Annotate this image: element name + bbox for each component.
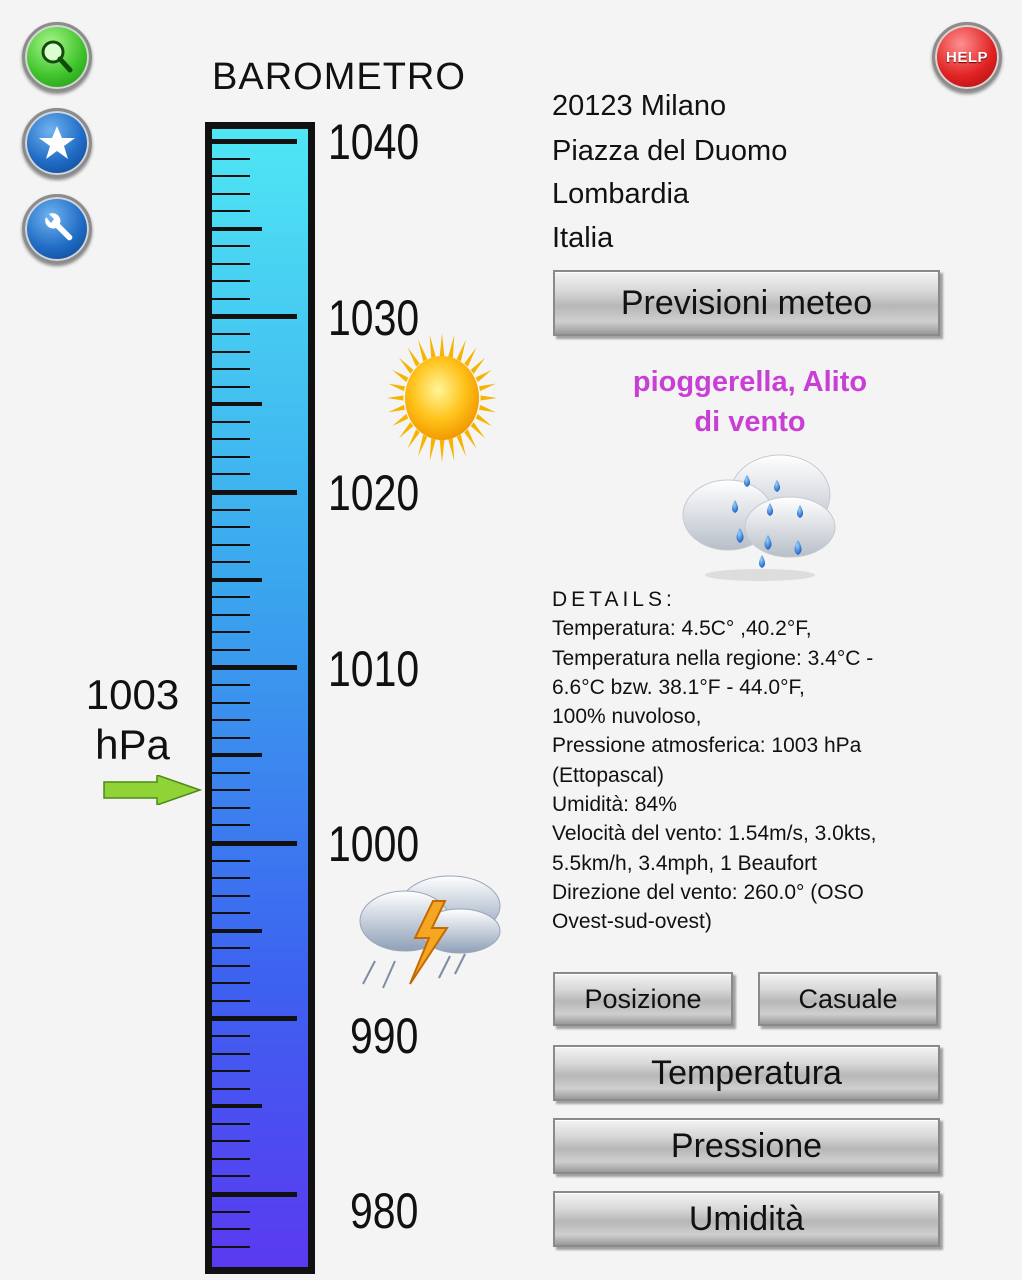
scale-tick — [212, 1192, 297, 1197]
scale-tick — [212, 1088, 250, 1090]
scale-tick — [212, 280, 250, 282]
scale-tick — [212, 789, 250, 791]
pressure-unit: hPa — [95, 721, 170, 768]
scale-tick — [212, 912, 250, 914]
details-line: 6.6°C bzw. 38.1°F - 44.0°F, — [552, 675, 805, 699]
storm-cloud-icon — [355, 866, 510, 996]
details-line: Pressione atmosferica: 1003 hPa — [552, 734, 862, 758]
details-line: 100% nuvoloso, — [552, 705, 702, 729]
sun-ray — [399, 422, 413, 438]
sun-ray — [476, 414, 492, 426]
sun-ray — [388, 405, 405, 413]
scale-label: 1030 — [328, 289, 420, 346]
scale-tick — [212, 490, 297, 495]
page-title: BAROMETRO — [212, 56, 466, 98]
sun-ray — [392, 414, 408, 426]
scale-tick — [212, 421, 250, 423]
rain-cloud-icon — [680, 445, 840, 585]
pressure-button[interactable] — [553, 1118, 940, 1174]
sun-ray — [430, 438, 436, 461]
scale-tick — [212, 333, 250, 335]
weather-details — [552, 585, 972, 937]
scale-tick — [212, 947, 250, 949]
temperature-button-label: Temperatura — [651, 1053, 842, 1092]
scale-tick — [212, 351, 250, 353]
temperature-button[interactable] — [553, 1045, 940, 1101]
scale-label: 1040 — [328, 114, 420, 170]
scale-tick — [212, 158, 250, 160]
humidity-button[interactable] — [553, 1191, 940, 1247]
scale-tick — [212, 368, 250, 370]
pressure-reading — [70, 670, 195, 770]
scale-tick — [212, 1175, 250, 1177]
sun-ray — [440, 333, 445, 356]
scale-tick — [212, 965, 250, 967]
help-button[interactable] — [932, 22, 1002, 92]
weather-description-line-1: pioggerella, Alito — [632, 366, 868, 398]
scale-tick — [212, 227, 262, 231]
sun-ray — [471, 358, 485, 374]
details-line: Velocità del vento: 1.54m/s, 3.0kts, — [552, 822, 877, 846]
scale-tick — [212, 1104, 262, 1108]
scale-tick — [212, 807, 250, 809]
sun-ray — [408, 347, 420, 366]
scale-tick — [212, 438, 250, 440]
humidity-button-label: Umidità — [688, 1199, 805, 1238]
sun-ray — [476, 370, 492, 382]
scale-tick — [212, 895, 250, 897]
pressure-pointer-arrow-icon — [102, 775, 202, 805]
scale-tick — [212, 860, 250, 862]
scale-tick — [212, 561, 250, 563]
random-button-label: Casuale — [798, 983, 898, 1014]
help-label: HELP — [945, 48, 988, 66]
sun-ray — [471, 422, 485, 438]
scale-tick — [212, 982, 250, 984]
sun-ray — [448, 335, 454, 358]
weather-description-line-2: di vento — [694, 406, 806, 438]
scale-tick — [212, 702, 250, 704]
scale-tick — [212, 684, 250, 686]
random-button[interactable] — [758, 972, 938, 1026]
settings-button[interactable] — [22, 194, 92, 264]
location-postal-city: 20123 Milano — [552, 90, 727, 122]
forecast-button-label: Previsioni meteo — [620, 283, 873, 322]
search-icon — [37, 37, 77, 77]
scale-tick — [212, 665, 297, 670]
scale-tick — [212, 596, 250, 598]
scale-tick — [212, 139, 297, 144]
sun-ray — [479, 384, 496, 392]
sun-ray — [448, 438, 454, 461]
scale-tick — [212, 1000, 250, 1002]
scale-tick — [212, 1140, 250, 1142]
scale-label: 990 — [350, 1007, 419, 1064]
scale-tick — [212, 473, 250, 475]
favorites-button[interactable] — [22, 108, 92, 178]
details-line: Ovest-sud-ovest) — [552, 910, 712, 934]
scale-tick — [212, 877, 250, 879]
scale-tick — [212, 314, 297, 319]
position-button-label: Posizione — [584, 983, 702, 1014]
location-country: Italia — [552, 222, 614, 254]
scale-tick — [212, 631, 250, 633]
sun-ray — [464, 347, 476, 366]
sun-ray — [479, 405, 496, 413]
sun-ray — [399, 358, 413, 374]
search-button[interactable] — [22, 22, 92, 92]
star-icon — [37, 123, 77, 163]
details-line: (Ettopascal) — [552, 763, 665, 787]
scale-tick — [212, 719, 250, 721]
details-line: Temperatura nella regione: 3.4°C - — [552, 646, 874, 670]
scale-label: 980 — [350, 1183, 419, 1239]
scale-tick — [212, 193, 250, 195]
scale-tick — [212, 737, 250, 739]
sun-ray — [387, 395, 404, 400]
scale-label: 1020 — [328, 465, 420, 521]
scale-tick — [212, 456, 250, 458]
sun-ray — [440, 440, 445, 463]
sun-ray — [430, 335, 436, 358]
scale-tick — [212, 245, 250, 247]
details-line: Temperatura: 4.5C° ,40.2°F, — [552, 617, 812, 641]
sun-ray — [457, 435, 466, 457]
sun-ray — [418, 435, 427, 457]
scale-tick — [212, 1123, 250, 1125]
details-line: Umidità: 84% — [552, 793, 677, 817]
pressure-value: 1003 — [85, 671, 180, 718]
weather-description — [560, 362, 940, 442]
sun-ray — [481, 395, 498, 400]
scale-tick — [212, 526, 250, 528]
location-region: Lombardia — [552, 178, 690, 210]
scale-tick — [212, 298, 250, 300]
details-line: 5.5km/h, 3.4mph, 1 Beaufort — [552, 851, 817, 875]
pressure-button-label: Pressione — [670, 1126, 823, 1165]
scale-tick — [212, 175, 250, 177]
scale-tick — [212, 386, 250, 388]
scale-tick — [212, 1016, 297, 1021]
sun-ray — [457, 340, 466, 362]
sun-icon — [383, 330, 501, 466]
scale-tick — [212, 929, 262, 933]
scale-tick — [212, 578, 262, 582]
sun-ray — [408, 429, 420, 448]
details-header: DETAILS: — [552, 588, 676, 611]
scale-label: 1010 — [328, 640, 420, 697]
scale-tick — [212, 614, 250, 616]
sun-ray — [392, 370, 408, 382]
scale-tick — [212, 772, 250, 774]
scale-tick — [212, 509, 250, 511]
details-line: Direzione del vento: 260.0° (OSO — [552, 880, 864, 904]
forecast-button[interactable] — [553, 270, 940, 336]
scale-tick — [212, 210, 250, 212]
sun-ray — [464, 429, 476, 448]
wrench-icon — [36, 208, 78, 250]
sun-ray — [388, 384, 405, 392]
scale-tick — [212, 1228, 250, 1230]
scale-tick — [212, 1053, 250, 1055]
scale-tick — [212, 544, 250, 546]
scale-label: 1000 — [328, 816, 420, 872]
sun-ray — [418, 340, 427, 362]
scale-tick — [212, 1070, 250, 1072]
scale-tick — [212, 402, 262, 406]
scale-tick — [212, 263, 250, 265]
scale-tick — [212, 1211, 250, 1213]
scale-tick — [212, 841, 297, 846]
scale-tick — [212, 1246, 250, 1248]
location-street: Piazza del Duomo — [552, 135, 788, 167]
barometer-scale — [205, 122, 315, 1274]
scale-tick — [212, 753, 262, 757]
scale-tick — [212, 1035, 250, 1037]
position-button[interactable] — [553, 972, 733, 1026]
scale-tick — [212, 1158, 250, 1160]
scale-tick — [212, 824, 250, 826]
scale-tick — [212, 649, 250, 651]
